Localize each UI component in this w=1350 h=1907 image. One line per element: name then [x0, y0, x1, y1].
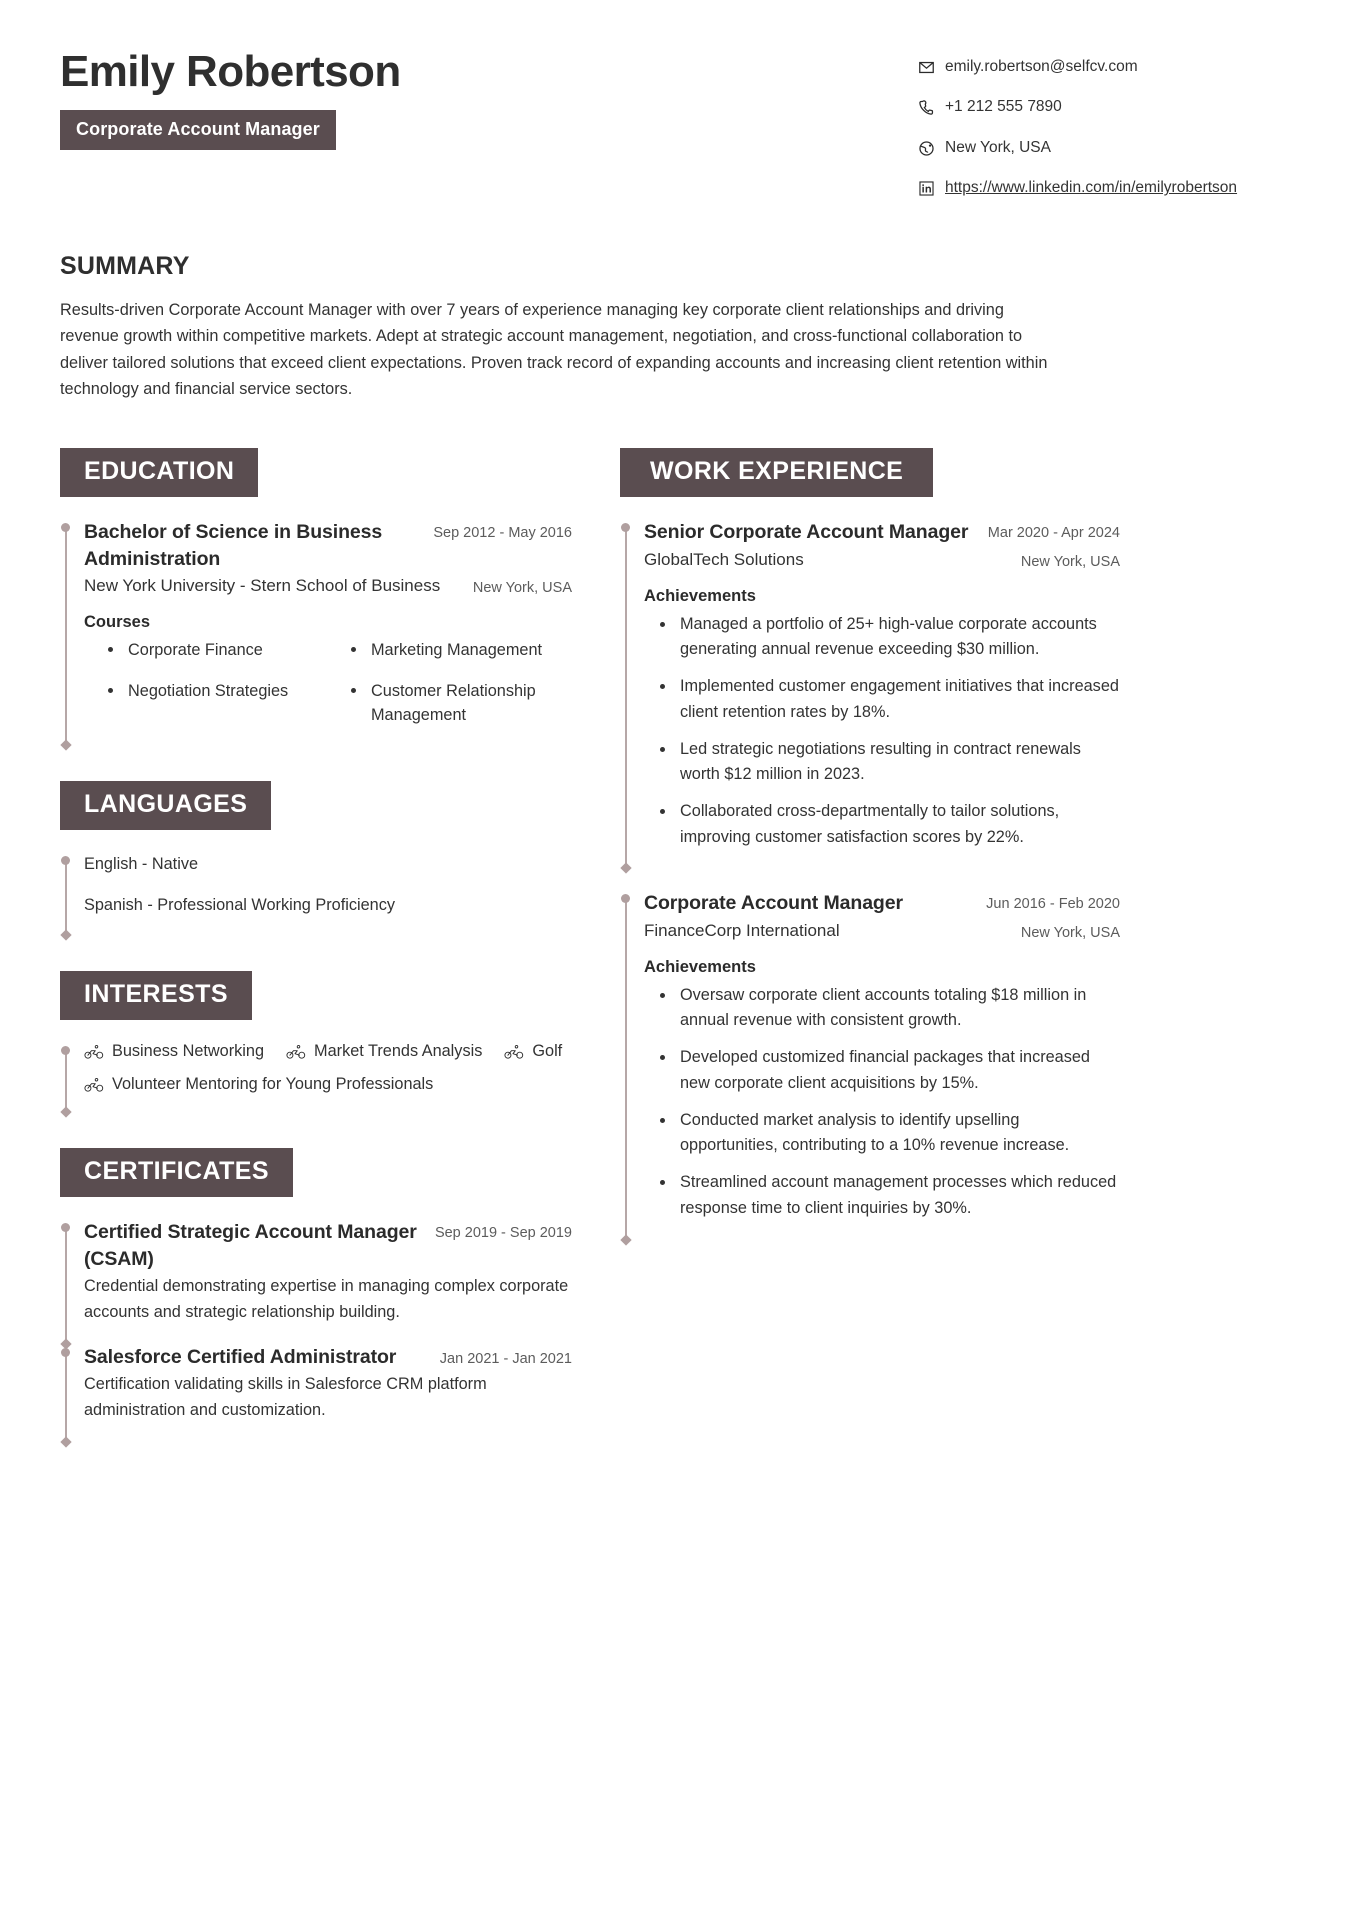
work-dates: Mar 2020 - Apr 2024 — [987, 525, 1120, 542]
summary-section — [60, 252, 1290, 403]
work-entry — [620, 519, 1120, 868]
timeline-end-marker — [60, 930, 71, 941]
email-icon — [918, 59, 935, 76]
education-section — [60, 448, 572, 745]
languages-heading: LANGUAGES — [60, 781, 271, 830]
work-experience-section — [620, 448, 1120, 1239]
certificates-section — [60, 1148, 572, 1441]
contact-item-phone[interactable] — [918, 96, 1290, 118]
achievement-item: Led strategic negotiations resulting in contract renewals worth $12 million in 2023. — [654, 737, 1120, 788]
certificates-heading: CERTIFICATES — [60, 1148, 293, 1197]
interest-label: Volunteer Mentoring for Young Professionals — [112, 1075, 434, 1094]
achievement-item: Implemented customer engagement initiatives that increased client retention rates by 18%. — [654, 674, 1120, 725]
timeline-end-marker — [60, 740, 71, 751]
courses-grid — [84, 638, 572, 727]
interests-section — [60, 971, 572, 1112]
education-location: New York, USA — [472, 580, 572, 597]
achievement-item: Collaborated cross-departmentally to tailor solutions, improving customer satisfaction scores by 22%. — [654, 799, 1120, 850]
contact-item-linkedin[interactable] — [918, 177, 1290, 199]
interest-item — [84, 1075, 433, 1094]
achievement-item: Developed customized financial packages that increased new corporate client acquisitions by 15%. — [654, 1045, 1120, 1096]
work-dates: Jun 2016 - Feb 2020 — [986, 896, 1120, 913]
education-entry — [60, 519, 572, 745]
timeline-end-marker — [620, 1234, 631, 1245]
certificate-description: Credential demonstrating expertise in managing complex corporate accounts and strategic relationship building. — [84, 1277, 569, 1322]
achievements-label: Achievements — [644, 957, 756, 976]
achievement-item: Managed a portfolio of 25+ high-value corporate accounts generating annual revenue exceeding $30 million. — [654, 612, 1120, 663]
left-column — [60, 448, 572, 1441]
course-item: Marketing Management — [345, 638, 572, 662]
interests-list — [60, 1042, 572, 1112]
interests-grid — [84, 1042, 572, 1094]
interest-label: Market Trends Analysis — [314, 1042, 483, 1061]
language-item: Spanish - Professional Working Proficiency — [84, 895, 395, 914]
bicycle-icon — [286, 1044, 306, 1060]
contact-list — [918, 46, 1290, 200]
education-dates: Sep 2012 - May 2016 — [433, 525, 572, 542]
summary-body: Results-driven Corporate Account Manager with over 7 years of experience managing key corporate client relationships and driving revenue growth within competitive markets. Adept at strategic account management, negotiation, and cross-functional collaboration to deliver tailored solutions that exceed client expectations. Proven track record of expanding accounts and increasing client retention within technology and financial service sectors. — [60, 300, 1048, 399]
achievement-item: Oversaw corporate client accounts totaling $18 million in annual revenue with consistent growth. — [654, 983, 1120, 1034]
course-item: Corporate Finance — [102, 638, 329, 662]
work-location: New York, USA — [1020, 553, 1120, 570]
education-heading: EDUCATION — [60, 448, 258, 497]
interest-label: Business Networking — [112, 1042, 265, 1061]
timeline-end-marker — [60, 1436, 71, 1447]
certificate-dates: Jan 2021 - Jan 2021 — [439, 1350, 572, 1367]
course-item: Customer Relationship Management — [345, 679, 572, 728]
interest-label: Golf — [532, 1042, 563, 1061]
timeline-end-marker — [60, 1107, 71, 1118]
interest-item — [504, 1042, 562, 1061]
resume-header — [60, 46, 1290, 200]
bicycle-icon — [84, 1044, 104, 1060]
certificate-dates: Sep 2019 - Sep 2019 — [434, 1225, 572, 1242]
work-location: New York, USA — [1020, 924, 1120, 941]
phone-icon — [918, 99, 935, 116]
job-title-badge: Corporate Account Manager — [60, 110, 336, 150]
certificate-entry — [60, 1219, 572, 1344]
course-item: Negotiation Strategies — [102, 679, 329, 728]
languages-section — [60, 781, 572, 935]
achievements-label: Achievements — [644, 586, 756, 605]
work-role: Corporate Account Manager — [644, 892, 903, 915]
work-entry — [620, 890, 1120, 1239]
contact-item-email[interactable] — [918, 56, 1290, 78]
certificate-title: Certified Strategic Account Manager (CSAM) — [84, 1221, 417, 1270]
achievement-item: Streamlined account management processes which reduced response time to client inquiries by 30%. — [654, 1170, 1120, 1221]
achievement-item: Conducted market analysis to identify upselling opportunities, contributing to a 10% revenue increase. — [654, 1108, 1120, 1159]
courses-label: Courses — [84, 613, 151, 632]
contact-text-phone: +1 212 555 7890 — [945, 98, 1062, 116]
education-school: New York University - Stern School of Business — [84, 576, 441, 596]
right-column — [620, 448, 1120, 1239]
interests-heading: INTERESTS — [60, 971, 252, 1020]
work-role: Senior Corporate Account Manager — [644, 521, 969, 544]
timeline-end-marker — [620, 863, 631, 874]
languages-list — [60, 852, 572, 935]
contact-text-location: New York, USA — [945, 138, 1051, 156]
work-company: GlobalTech Solutions — [644, 549, 804, 569]
interest-item — [84, 1042, 264, 1061]
achievements-list — [644, 983, 1120, 1222]
contact-text-email: emily.robertson@selfcv.com — [945, 58, 1138, 75]
education-degree: Bachelor of Science in Business Administration — [84, 521, 383, 570]
bicycle-icon — [84, 1077, 104, 1093]
certificate-entry — [60, 1344, 572, 1442]
language-item: English - Native — [84, 855, 199, 874]
linkedin-icon — [918, 180, 935, 197]
work-company: FinanceCorp International — [644, 920, 840, 940]
work-experience-heading: WORK EXPERIENCE — [620, 448, 933, 497]
contact-item-location[interactable] — [918, 137, 1290, 159]
globe-icon — [918, 140, 935, 157]
interest-item — [286, 1042, 482, 1061]
page-title: Emily Robertson — [60, 47, 401, 96]
bicycle-icon — [504, 1044, 524, 1060]
certificate-description: Certification validating skills in Salesforce CRM platform administration and customization. — [84, 1375, 487, 1420]
achievements-list — [644, 612, 1120, 851]
summary-heading: SUMMARY — [60, 251, 190, 280]
certificate-title: Salesforce Certified Administrator — [84, 1345, 397, 1368]
contact-text-linkedin[interactable]: https://www.linkedin.com/in/emilyrobertson — [945, 179, 1238, 197]
header-identity — [60, 46, 401, 150]
content-columns — [60, 448, 1290, 1441]
